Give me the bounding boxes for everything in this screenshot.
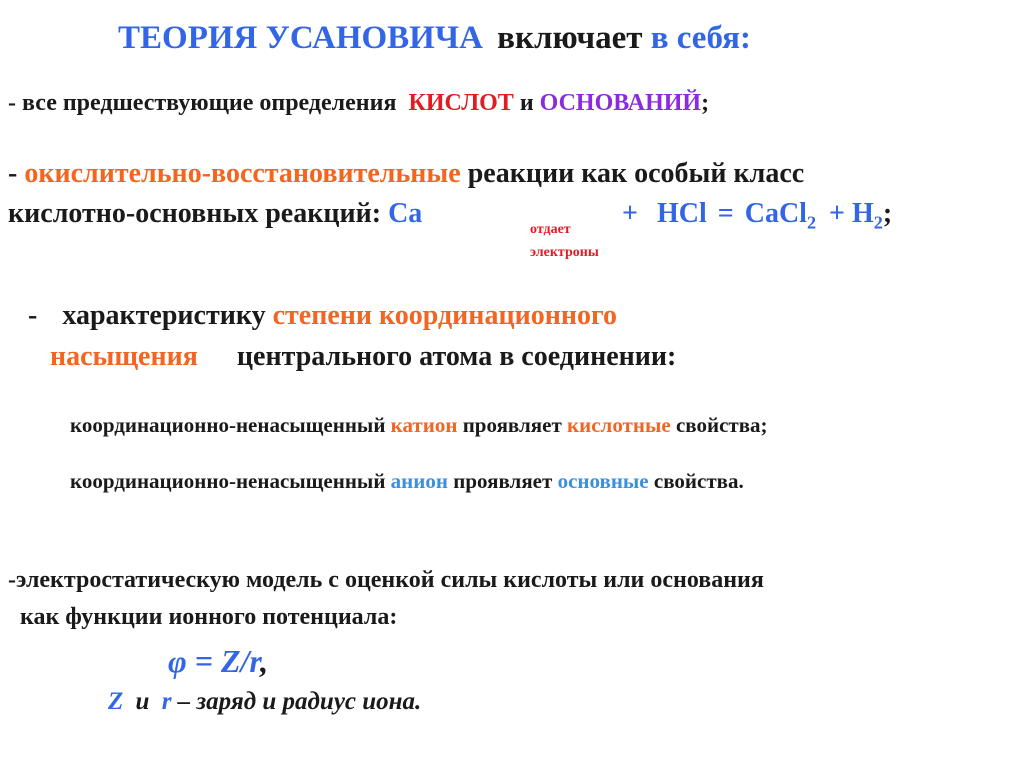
item-1 [8, 90, 709, 117]
item1-bases: ОСНОВАНИЙ [539, 90, 702, 116]
item2-electrons: электроны [530, 245, 599, 260]
sub1-e: свойства; [675, 413, 768, 437]
item2-hcl: HCl [656, 198, 707, 229]
item2-plus2: + [829, 198, 846, 229]
item-3-sub-1 [70, 413, 768, 438]
item-4-legend [108, 688, 421, 716]
sub2-basic: основные [557, 469, 649, 493]
item4-formula: φ = Z/r [168, 643, 261, 679]
item2-rest1: реакции как особый класс [467, 158, 805, 189]
item2-plus1: + [622, 198, 638, 229]
sub1-c: проявляет [462, 413, 562, 437]
item3-saturation: насыщения [50, 341, 198, 372]
item2-h: H [852, 198, 874, 229]
item2-redox: окислительно-восстановительные [24, 158, 461, 189]
sub2-c: проявляет [453, 469, 553, 493]
item1-dash: - [8, 90, 16, 116]
item-4-line-1 [8, 567, 764, 594]
item4-line1: электростатическую модель с оценкой силы кислоты или основания [16, 567, 764, 593]
item-3-line-2 [50, 341, 676, 373]
item2-h-sub: 2 [873, 212, 883, 233]
sub1-a: координационно-ненасыщенный [70, 413, 386, 437]
item2-equation [622, 198, 892, 233]
item2-cacl-sub: 2 [806, 212, 817, 233]
item3-dash: - [28, 300, 38, 331]
item-4-line-2 [20, 604, 397, 631]
item1-acids: КИСЛОТ [408, 90, 514, 116]
sub2-anion: анион [390, 469, 448, 493]
item2-semicolon: ; [882, 198, 893, 229]
item2-ca: Ca [388, 198, 423, 229]
sub2-a: координационно-ненасыщенный [70, 469, 386, 493]
item2-cacl: CaCl [744, 198, 807, 229]
item4-line2: как функции ионного потенциала: [20, 604, 398, 630]
item-4-formula [168, 643, 268, 680]
item-2-line-1 [8, 158, 804, 190]
item3-degree: степени координационного [272, 300, 617, 331]
item-3-line-1 [28, 300, 617, 332]
sub1-acidic: кислотные [567, 413, 671, 437]
item3-text2: центрального атома в соединении: [236, 341, 677, 372]
item4-dash: - [8, 567, 16, 593]
sub1-cation: катион [390, 413, 458, 437]
page-title [118, 20, 751, 57]
item4-desc: – заряд и радиус иона. [177, 688, 422, 715]
sub2-e: свойства. [653, 469, 744, 493]
title-part1: ТЕОРИЯ УСАНОВИЧА [118, 20, 483, 56]
item3-text1: характеристику [62, 300, 266, 331]
item2-eq: = [717, 198, 734, 229]
item4-z: Z [108, 688, 124, 715]
item4-comma: , [260, 643, 269, 679]
item1-text: все предшествующие определения [22, 90, 397, 116]
item1-and: и [519, 90, 534, 116]
item2-dash: - [8, 158, 18, 189]
title-part3: в себя: [650, 20, 751, 56]
item-3-sub-2 [70, 469, 744, 494]
item-2-line-2 [8, 198, 422, 230]
item2-gives: отдает [530, 222, 571, 237]
title-part2: включает [497, 20, 643, 56]
item4-and: и [135, 688, 150, 715]
item1-semicolon: ; [701, 90, 710, 116]
item4-r: r [161, 688, 172, 715]
item2-line2: кислотно-основных реакций: [8, 198, 382, 229]
